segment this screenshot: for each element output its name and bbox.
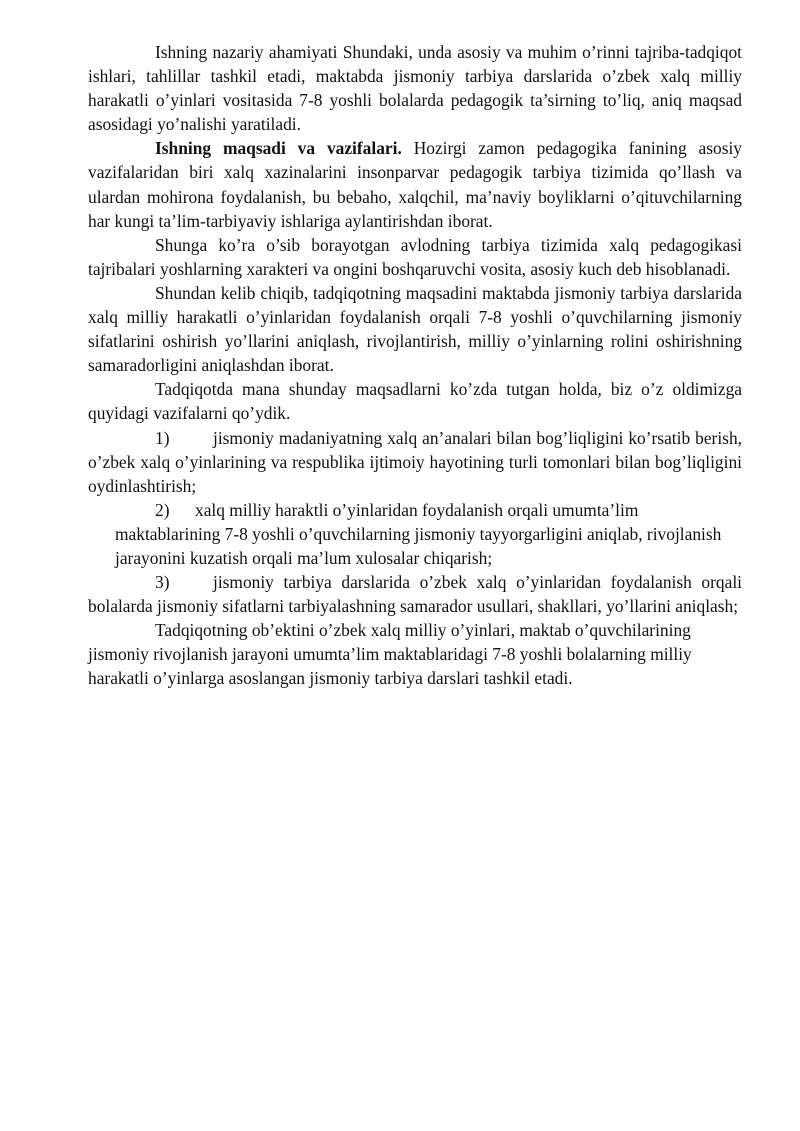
goals-heading: Ishning maqsadi va vazifalari. (155, 138, 402, 159)
list-item-number: 3) (155, 572, 170, 593)
list-item-text: jismoniy tarbiya darslarida o’zbek xalq o’yinlaridan foydalanish orqali bolalarda jismoniy sifatlarni tarbiyalashning samarador usullari, shakllari, yo’llarini aniqlash; (88, 572, 742, 617)
list-item-text: xalq milliy haraktli o’yinlaridan foydalanish orqali umumta’lim maktablarining 7-8 yoshli o’quvchilarning jismoniy tayyorgarligini aniqlab, rivojlanish jarayonini kuzatish orqali ma’lum xulosalar chiqarish; (115, 499, 722, 568)
paragraph-tasks-intro: Tadqiqotda mana shunday maqsadlarni ko’zda tutgan holda, biz o’z oldimizga quyidagi vazifalarni qo’ydik. (88, 379, 742, 424)
list-item (88, 426, 742, 498)
paragraph-theoretical-significance: Ishning nazariy ahamiyati Shundaki, unda asosiy va muhim o’rinni tajriba-tadqiqot ishlari, tahlillar tashkil etadi, maktabda jismoniy tarbiya darslarida o’zbek xalq milliy harakatli o’yinlari vositasida 7-8 yoshli bolalarda pedagogik ta’sirning to’liq, aniq maqsad asosidagi yo’nalishi yaratiladi. (88, 42, 742, 135)
list-item-number: 2) (155, 499, 170, 520)
goals-text: Hozirgi zamon pedagogika fanining asosiy vazifalaridan biri xalq xazinalarini insonparvar pedagogik tarbiya tizimida qo’llash va ulardan mohirona foydalanish, bu bebaho, xalqchil, ma’naviy boyliklarni o’qituvchilarning har kungi ta’lim-tarbiyaviy ishlariga aylantirishdan iborat. (88, 138, 743, 231)
list-item (88, 498, 742, 570)
paragraph-folk-pedagogy: Shunga ko’ra o’sib borayotgan avlodning tarbiya tizimida xalq pedagogikasi tajribalari yoshlarning xarakteri va ongini boshqaruvchi vosita, asosiy kuch deb hisoblanadi. (88, 234, 742, 279)
list-item (88, 570, 742, 618)
list-item-number: 1) (155, 427, 170, 448)
paragraph-research-object: Tadqiqotning ob’ektini o’zbek xalq milliy o’yinlari, maktab o’quvchilarining jismoniy rivojlanish jarayoni umumta’lim maktablaridagi 7-8 yoshli bolalarning milliy harakatli o’yinlarga asoslangan jismoniy tarbiya darslari tashkil etadi. (88, 620, 692, 689)
paragraph-research-goal: Shundan kelib chiqib, tadqiqotning maqsadini maktabda jismoniy tarbiya darslarida xalq milliy harakatli o’yinlaridan foydalanish orqali 7-8 yoshli o’quvchilarning jismoniy sifatlarini oshirish yo’llarini aniqlash, rivojlantirish, milliy o’yinlarning rolini oshirishning samaradorligini aniqlashdan iborat. (88, 282, 742, 376)
list-item-text: jismoniy madaniyatning xalq an’analari bilan bog’liqligini ko’rsatib berish, o’zbek xalq o’yinlarining va respublika ijtimoiy hayotining turli tomonlari bilan bog’liqligini oydinlashtirish; (88, 427, 742, 496)
paragraph-goals-tasks (88, 136, 742, 232)
